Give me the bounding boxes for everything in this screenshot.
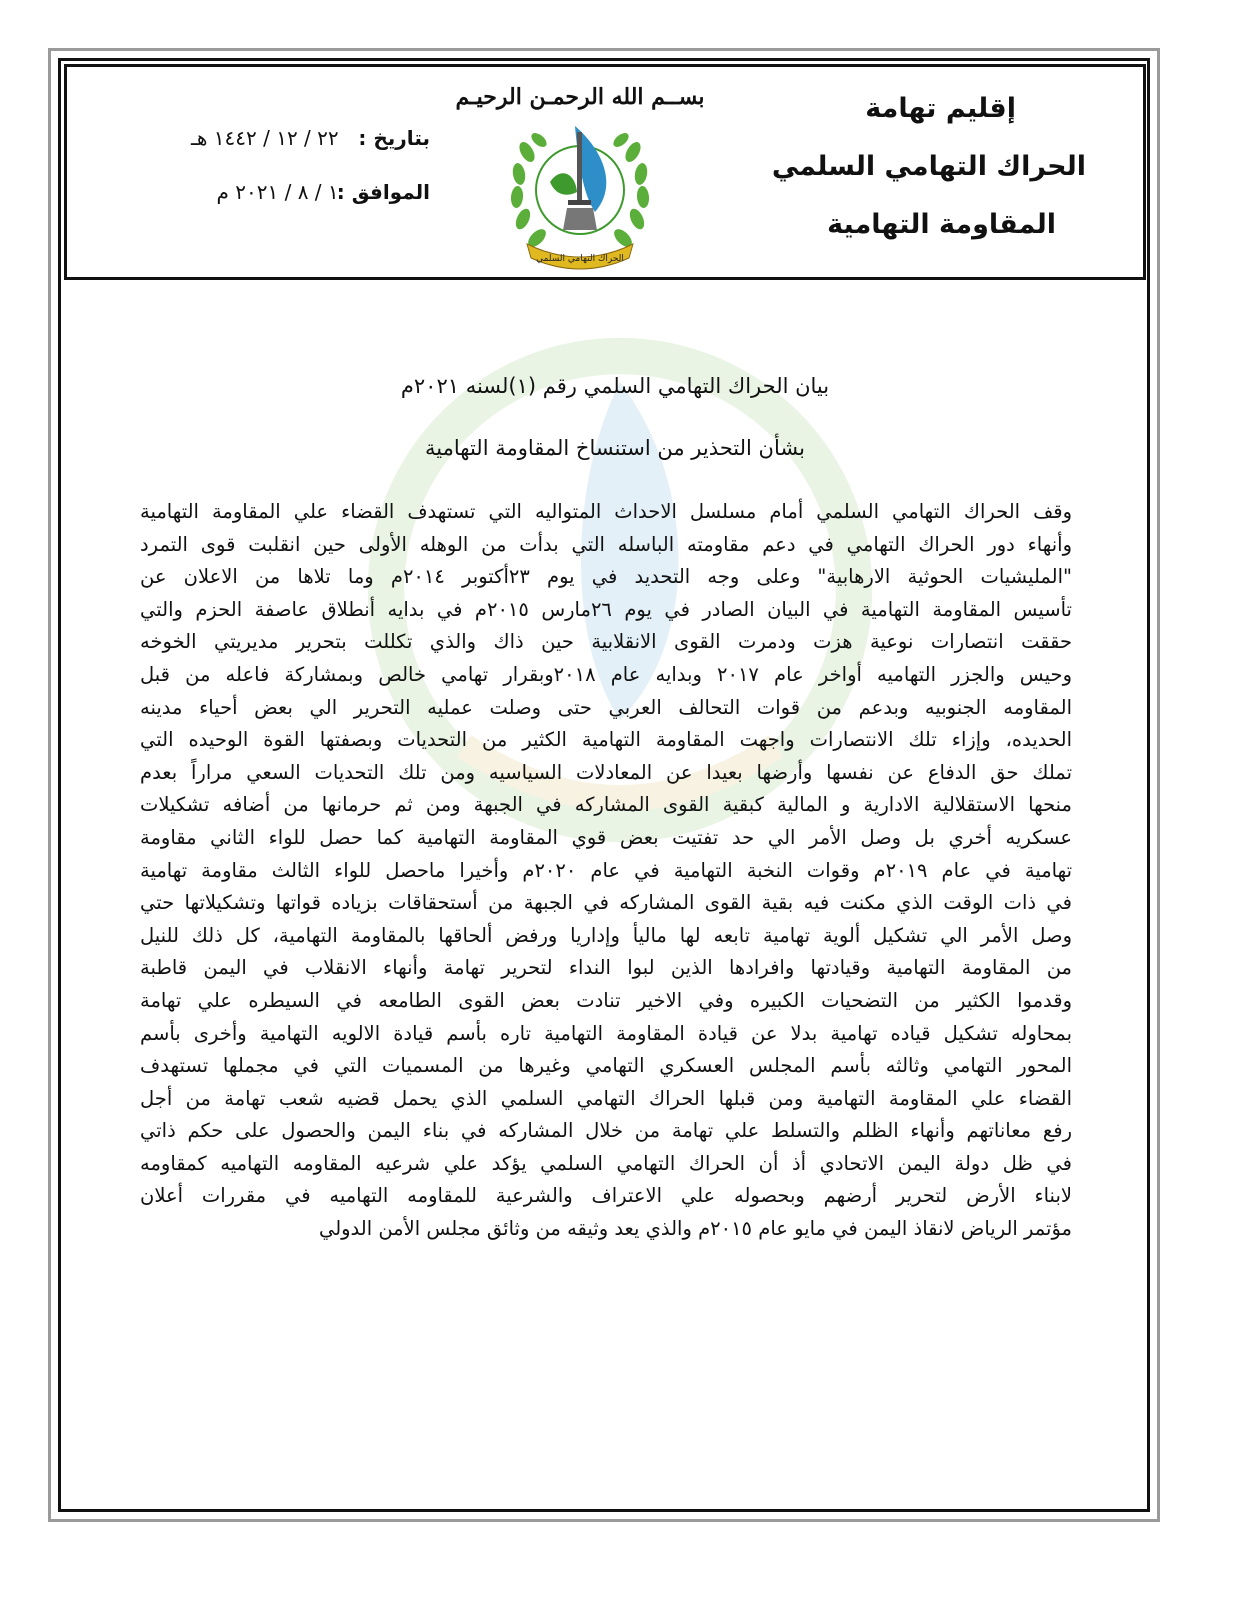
body-line: في ظل دولة اليمن الاتحادي أذ أن الحراك التهامي السلمي يؤكد علي شرعيه المقاومه التهاميه كمقاومه: [140, 1151, 1072, 1175]
body-line: لابناء الأرض لتحرير أرضهم وبحصوله علي الاعتراف والشرعية للمقاومه التهاميه في مقررات أعلان: [140, 1184, 1072, 1208]
body-line: "المليشيات الحوثية الارهابية" وعلى وجه التحديد في يوم ٢٣أكتوبر ٢٠١٤م وما تلاها من الاعلان عن: [140, 565, 1072, 589]
body-line: وأنهاء دور الحراك التهامي في دعم مقاومته الباسله التي بدأت من الوهله الأولى حين انقلبت قوى التمرد: [140, 532, 1072, 556]
hijri-date-value: ٢٢ / ١٢ / ١٤٤٢ هـ: [191, 126, 339, 150]
body-line: تهامية في عام ٢٠١٩م وقوات النخبة التهامية في عام ٢٠٢٠م وأخيرا ماحصل للواء الثالث مقاومة تهامية: [140, 858, 1072, 882]
hijri-date-row: [80, 118, 430, 172]
body-line: حققت انتصارات نوعية هزت ودمرت القوى الانقلابية حين ذاك والذي تكللت بتحرير مديريتي الخوخه: [140, 630, 1072, 654]
body-line: عسكريه أخري بل وصل الأمر الي حد تفتيت بعض قوي المقاومة التهامية كما حصل للواء الثاني مقاومة: [140, 825, 1072, 849]
body-line: وصل الأمر الي تشكيل ألوية تهامية تابعه لها ماليأ وإداريا ورفض ألحاقها بالمقاومة التهامية، كل ذلك للنيل: [140, 923, 1072, 947]
body-line: في ذات الوقت الذي مكنت فيه بقية القوى المشاركه في الجبهة من أستحقاقات بزياده قواتها وتشكيلاتها حتي: [140, 891, 1072, 915]
body-line: المحور التهامي وثالثه بأسم المجلس العسكري التهامي وغيرها من المسميات التي في مجملها تستهدف: [140, 1054, 1072, 1078]
body-line: المقاومه الجنوبيه وبدعم من قوات التحالف العربي حتى وصلت عمليه التحرير الي بعض أحياء مدينه: [140, 695, 1072, 719]
gregorian-date-row: [80, 172, 430, 226]
statement-title: بيان الحراك التهامي السلمي رقم (١)لسنه ٢٠٢١م: [400, 374, 830, 398]
emblem-caption: الحراك التهامي السلمي: [536, 254, 624, 264]
basmala: بســم الله الرحمـن الرحيـم: [455, 84, 705, 110]
resistance-name: المقاومة التهامية: [827, 209, 1056, 240]
body-line: مؤتمر الرياض لانقاذ اليمن في مايو عام ٢٠١٥م والذي يعد وثيقه من وثائق مجلس الأمن الدولي: [318, 1217, 1072, 1241]
body-line: الحديده، وإزاء تلك الانتصارات واجهت المقاومة التهامية الكثير من التحديات وبصفتها القوة الوحيده التي: [140, 728, 1072, 752]
body-line: رفع معاناتهم وأنهاء الظلم والتسلط علي تهامة من خلال المشاركه في بناء اليمن والحصول على حكم ذاتي: [140, 1119, 1072, 1143]
body-line: تأسيس المقاومة التهامية في البيان الصادر في يوم ٢٦مارس ٢٠١٥م في بدايه أنطلاق عاصفة الحزم والتي: [140, 597, 1072, 621]
gregorian-date-value: ١ / ٨ / ٢٠٢١ م: [216, 180, 339, 204]
date-label: بتاريخ :: [358, 126, 430, 150]
body-line: وقدموا الكثير من التضحيات الكبيره وفي الاخير تنادت بعض القوى الطامعه في السيطره علي تهامة: [140, 988, 1072, 1012]
date-block: [80, 118, 430, 226]
body-line: وحيس والجزر التهاميه أواخر عام ٢٠١٧ وبدايه عام ٢٠١٨وبقرار تهامي خالص وبمشاركة فاعله من قبل: [140, 662, 1072, 686]
movement-name: الحراك التهامي السلمي: [771, 151, 1086, 182]
body-line: القضاء علي المقاومة التهامية ومن قبلها الحراك التهامي السلمي الذي يحمل قضيه شعب تهامة من أجل: [140, 1086, 1072, 1110]
statement-body: [140, 496, 1072, 1246]
region-name: إقليم تهامة: [865, 93, 1016, 124]
statement-subject: بشأن التحذير من استنساخ المقاومة التهامية: [425, 436, 805, 460]
body-line: بمحاوله تشكيل قياده تهامية بدلا عن قيادة المقاومة التهامية تاره بأسم قيادة الالويه التهامية وأخرى بأسم: [140, 1021, 1072, 1045]
corresponding-label: الموافق :: [336, 180, 430, 204]
body-line: تملك حق الدفاع عن نفسها وأرضها بعيدا عن المعادلات السياسيه ومن تلك التحديات السعي مراراً بعدم: [140, 760, 1072, 784]
body-line: من المقاومة التهامية وقيادتها وافرادها الذين لبوا النداء لتحرير تهامة وأنهاء الانقلاب في اليمن قاطبة: [140, 956, 1072, 980]
organization-name-block: [771, 80, 1086, 254]
body-line: منحها الاستقلالية الادارية و المالية كبقية القوى المشاركه في الجبهة ومن ثم حرمانها من أضافه تشكيلات: [140, 793, 1072, 817]
organization-emblem: [505, 112, 655, 272]
body-line: وقف الحراك التهامي السلمي أمام مسلسل الاحداث المتواليه التي تستهدف القضاء علي المقاومة التهامية: [140, 500, 1072, 523]
